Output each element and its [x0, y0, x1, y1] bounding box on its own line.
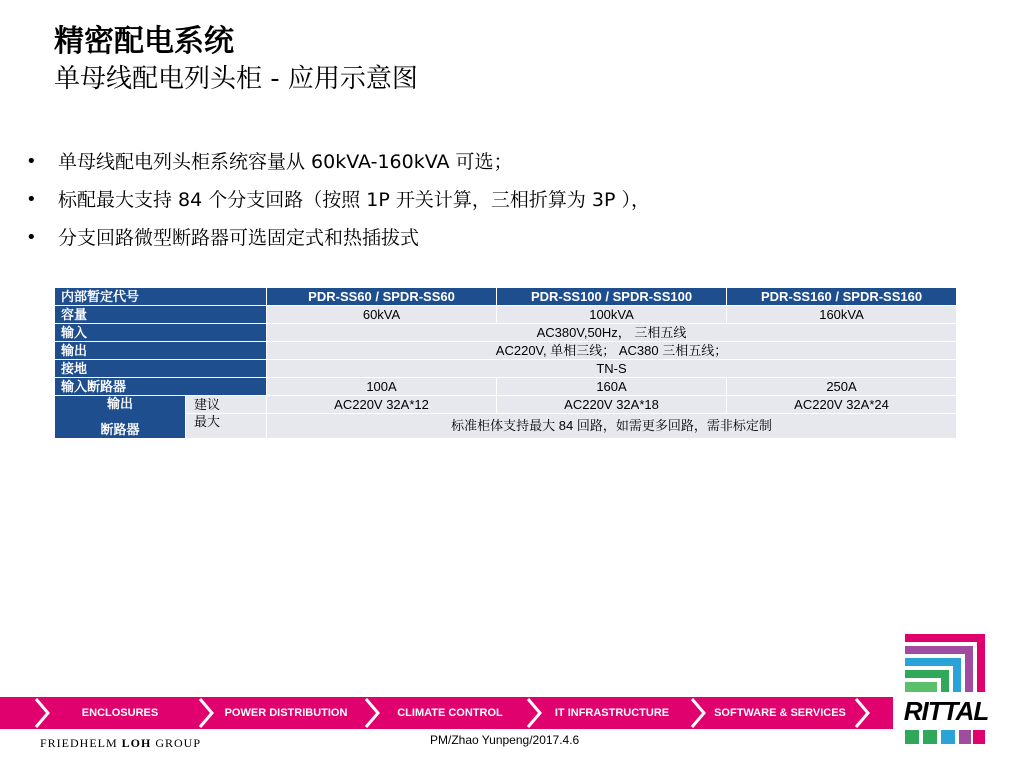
nav-item-enclosures[interactable]: ENCLOSURES — [81, 707, 159, 719]
table-cell: 160kVA — [727, 306, 957, 324]
row-label-line: 输出 — [106, 396, 133, 411]
table-header-model: PDR-SS60 / SPDR-SS60 — [267, 288, 497, 306]
bullet-item — [24, 146, 650, 184]
group-name-prefix: FRIEDHELM — [40, 736, 122, 750]
table-row-ground — [55, 360, 957, 378]
page-title: 精密配电系统 — [54, 24, 234, 59]
table-cell: 标准柜体支持最大 84 回路，如需更多回路，需非标定制 — [267, 414, 957, 439]
row-label-output-breaker — [55, 396, 186, 439]
table-cell: AC220V, 单相三线； AC380 三相五线； — [267, 342, 957, 360]
sub-label: 建议 — [186, 396, 267, 414]
table-cell: AC220V 32A*24 — [727, 396, 957, 414]
nav-item-it-infrastructure[interactable]: IT INFRASTRUCTURE — [554, 707, 670, 719]
table-header-model: PDR-SS100 / SPDR-SS100 — [497, 288, 727, 306]
nav-item-power-distribution[interactable]: POWER DISTRIBUTION — [224, 707, 348, 719]
category-nav-bar — [0, 697, 893, 729]
bullet-item — [24, 222, 650, 260]
nav-item-climate-control[interactable]: CLIMATE CONTROL — [397, 707, 503, 719]
table-row-output-breaker-recommend — [55, 396, 957, 414]
table-row-input — [55, 324, 957, 342]
row-label: 容量 — [55, 306, 267, 324]
table-cell: 60kVA — [267, 306, 497, 324]
table-cell: AC220V 32A*18 — [497, 396, 727, 414]
table-header-row — [55, 288, 957, 306]
bullet-text: 单母线配电列头柜系统容量从 60kVA-160kVA 可选； — [58, 151, 513, 173]
group-name-suffix: GROUP — [151, 736, 202, 750]
row-label-line: 断路器 — [100, 422, 140, 437]
table-cell: 160A — [497, 378, 727, 396]
table-row-capacity — [55, 306, 957, 324]
spec-table — [54, 287, 957, 439]
row-label: 接地 — [55, 360, 267, 378]
row-label: 输出 — [55, 342, 267, 360]
rittal-logo-icon — [901, 630, 991, 750]
nav-item-software-services[interactable]: SOFTWARE & SERVICES — [714, 707, 846, 719]
row-label: 输入断路器 — [55, 378, 267, 396]
row-label: 输入 — [55, 324, 267, 342]
bullet-list — [24, 146, 650, 260]
table-header-model: PDR-SS160 / SPDR-SS160 — [727, 288, 957, 306]
footer-author-date: PM/Zhao Yunpeng/2017.4.6 — [430, 733, 580, 747]
group-name-bold: LOH — [121, 736, 152, 750]
page-subtitle: 单母线配电列头柜 - 应用示意图 — [54, 64, 418, 94]
table-cell: 100A — [267, 378, 497, 396]
bullet-item — [24, 184, 650, 222]
table-row-output — [55, 342, 957, 360]
rittal-wordmark: RITTAL — [903, 696, 989, 726]
bullet-text: 分支回路微型断路器可选固定式和热插拔式 — [58, 227, 420, 249]
table-cell: 250A — [727, 378, 957, 396]
table-row-output-breaker-max — [55, 414, 957, 439]
table-row-input-breaker — [55, 378, 957, 396]
table-cell: AC380V,50Hz， 三相五线 — [267, 324, 957, 342]
chevron-right-icon — [852, 697, 874, 729]
table-cell: 100kVA — [497, 306, 727, 324]
table-cell: TN-S — [267, 360, 957, 378]
table-cell: AC220V 32A*12 — [267, 396, 497, 414]
bullet-icon: • — [26, 151, 37, 172]
sub-label: 最大 — [186, 414, 267, 439]
bullet-icon: • — [26, 227, 37, 248]
table-header-label: 内部暂定代号 — [55, 288, 267, 306]
group-name — [40, 736, 201, 751]
bullet-icon: • — [26, 189, 37, 210]
bullet-text: 标配最大支持 84 个分支回路（按照 1P 开关计算，三相折算为 3P ）， — [58, 189, 651, 211]
